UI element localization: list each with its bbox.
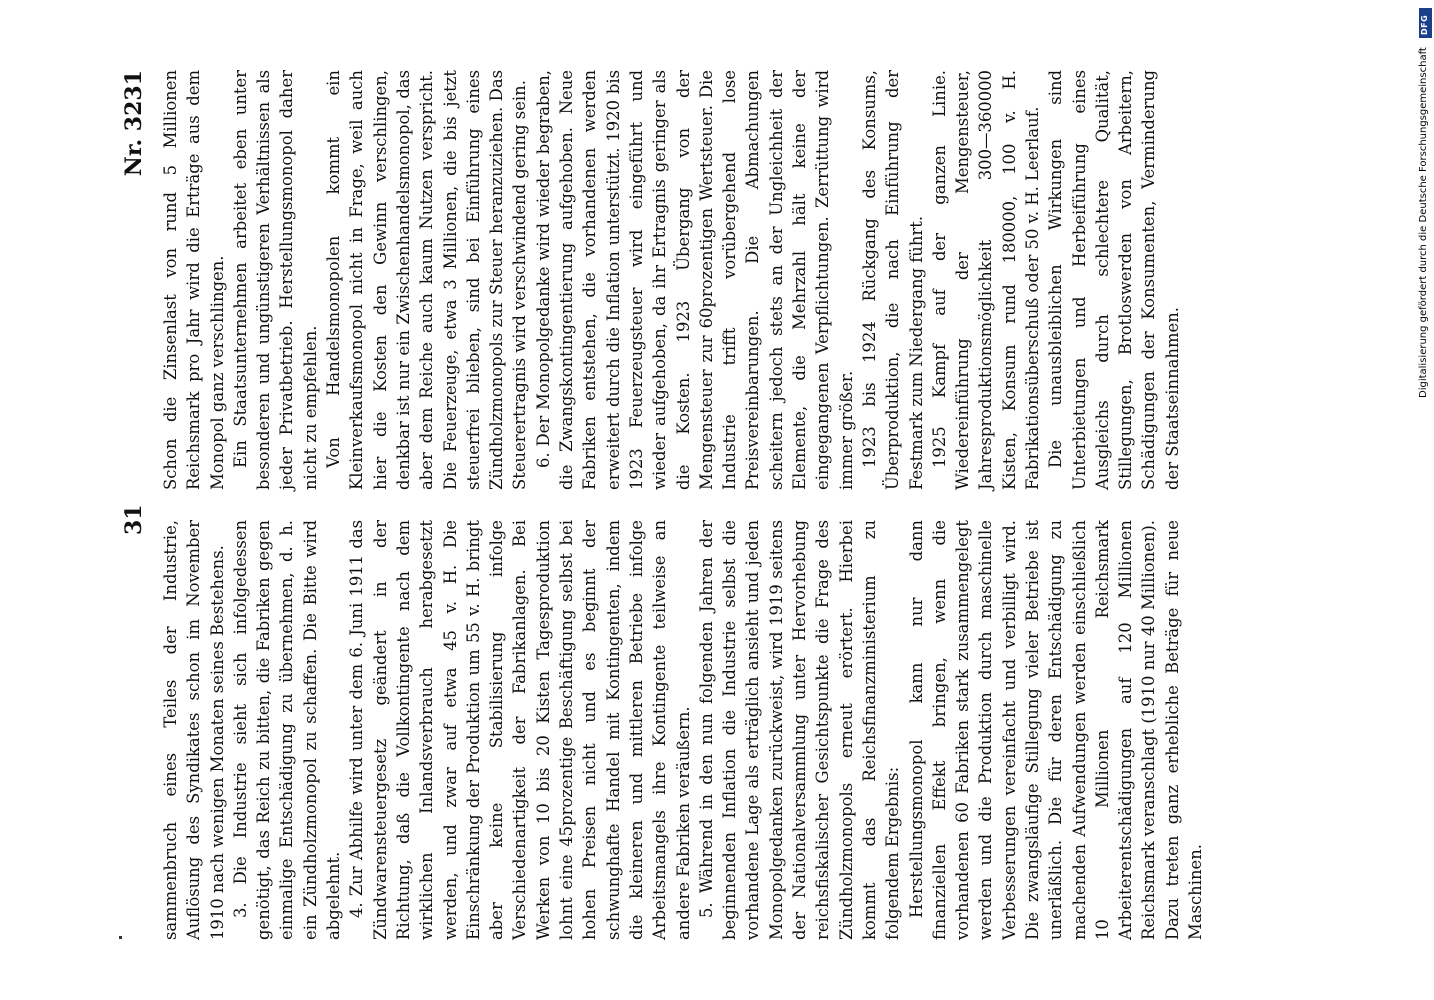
paragraph: 6. Der Monopolgedanke wird wieder begraben, die Zwangskontingentierung aufgehoben. Neue Fabriken entstehen, die vorhandenen werden erweitert durch die Inflation unterstützt. 1920 bis 1923 Feuerzeugsteuer wird eingeführt und wieder aufgehoben, da ihr Ertragnis geringer als die Kosten. 1923 Übergang von der Mengensteuer zur 60prozentigen Wertsteuer. Die Industrie trifft vorübergehend lose Preisvereinbarungen. Die Abmachungen scheitern jedoch stets an der Ungleichheit der Elemente, die Mehrzahl hält keine der eingegangenen Verpflichtungen. Zerrüttung wird immer größer. <box>533 70 856 490</box>
right-column <box>159 70 1184 490</box>
paragraph: Herstellungsmonopol kann nur dann finanziellen Effekt bringen, wenn die vorhandenen 60 Fabriken stark zusammengelegt werden und die Produktion durch maschinelle Verbesserungen vereinfacht und verbilligt wird. Die zwangsläufige Stillegung vieler Betriebe ist unerläßlich. Die für deren Entschädigung zu machenden Aufwendungen werden einschließlich 10 Millionen Reichsmark Arbeiterentschädigungen auf 120 Millionen Reichsmark veranschlagt (1910 nur 40 Millionen). Dazu treten ganz erhebliche Beträge für neue Maschinen. <box>906 520 1206 940</box>
paragraph: Schon die Zinsenlast von rund 5 Millionen Reichsmark pro Jahr wird die Erträge aus dem Monopol ganz verschlingen. <box>161 70 227 490</box>
digitization-note <box>1418 8 1432 408</box>
paragraph: 4. Zur Abhilfe wird unter dem 6. Juni 1911 das Zündwarensteuergesetz geändert in der Richtung, daß die Vollkontingente nach dem wirklichen Inlandsverbrauch herabgesetzt werden, und zwar auf etwa 45 v. H. Die Einschränkung der Produktion um 55 v. H. bringt aber keine Stabilisierung infolge Verschiedenartigkeit der Fabrikanlagen. Bei Werken von 10 bis 20 Kisten Tagesproduktion lohnt eine 45prozentige Beschäftigung selbst bei hohen Preisen nicht und es beginnt der schwunghafte Handel mit Kontingenten, indem die kleineren und mittleren Betriebe infolge Arbeitsmangels ihre Kontingente teilweise an andere Fabriken veräußern. <box>347 520 693 940</box>
paragraph: Ein Staatsunternehmen arbeitet eben unter besonderen und ungünstigeren Verhältnissen als jeder Privatbetrieb. Herstellungsmonopol daher nicht zu empfehlen. <box>230 70 320 490</box>
dfg-logo-text: DFG <box>1420 14 1429 35</box>
page-header <box>115 60 155 940</box>
digitization-note-text: Digitalisierung gefördert durch die Deutsche Forschungsgemeinschaft <box>1418 47 1429 398</box>
document-number: Nr. 3231 <box>121 70 147 177</box>
paragraph: Von Handelsmonopolen kommt ein Kleinverkaufsmonopol nicht in Frage, weil auch hier die Kosten den Gewinn verschlingen, denkbar ist nur ein Zwischenhandelsmonopol, das aber dem Reiche auch kaum Nutzen verspricht. Die Feuerzeuge, etwa 3 Millionen, die bis jetzt steuerfrei blieben, sind bei Einführung eines Zündholzmonopols zur Steuer heranzuziehen. Das Steuerertragnis wird verschwindend gering sein. <box>324 70 530 490</box>
left-column <box>159 520 1207 940</box>
paragraph: 1925 Kampf auf der ganzen Linie. Wiedereinführung der Mengensteuer, Jahresproduktionsmöglichkeit 300—360000 Kisten, Konsum rund 180000, 100 v. H. Fabrikationsüberschuß oder 50 v. H. Leerlauf. <box>929 70 1042 490</box>
paragraph: 5. Während in den nun folgenden Jahren der beginnenden Inflation die Industrie selbst die vorhandene Lage als erträglich ansieht und jeden Monopolgedanken zurückweist, wird 1919 seitens der Nationalversammlung unter Hervorhebung reichsfiskalischer Gesichtspunkte die Frage des Zündholzmonopols erneut erörtert. Hierbei kommt das Reichsfinanzministerium zu folgendem Ergebnis: <box>696 520 903 940</box>
paragraph: 1923 bis 1924 Rückgang des Konsums, Überproduktion, die nach Einführung der Festmark zum Niedergang führt. <box>859 70 926 490</box>
rotated-page <box>115 60 1206 940</box>
paragraph: Die unausbleiblichen Wirkungen sind Unterbietungen und Herbeiführung eines Ausgleichs durch schlechtere Qualität, Stillegungen, Brotloswerden von Arbeitern, Schädigungen der Konsumenten, Verminderung der Staatseinnahmen. <box>1046 70 1182 490</box>
scan-speck <box>119 936 122 939</box>
paragraph: sammenbruch eines Teiles der Industrie, Auflösung des Syndikates schon im November 1910 nach wenigen Monaten seines Bestehens. <box>161 520 227 940</box>
paragraph: 3. Die Industrie sieht sich infolgedessen genötigt, das Reich zu bitten, die Fabriken gegen einmalige Entschädigung zu übernehmen, d. h. ein Zündholzmonopol zu schaffen. Die Bitte wird abgelehnt. <box>230 520 344 940</box>
page-number: 31 <box>121 504 147 535</box>
